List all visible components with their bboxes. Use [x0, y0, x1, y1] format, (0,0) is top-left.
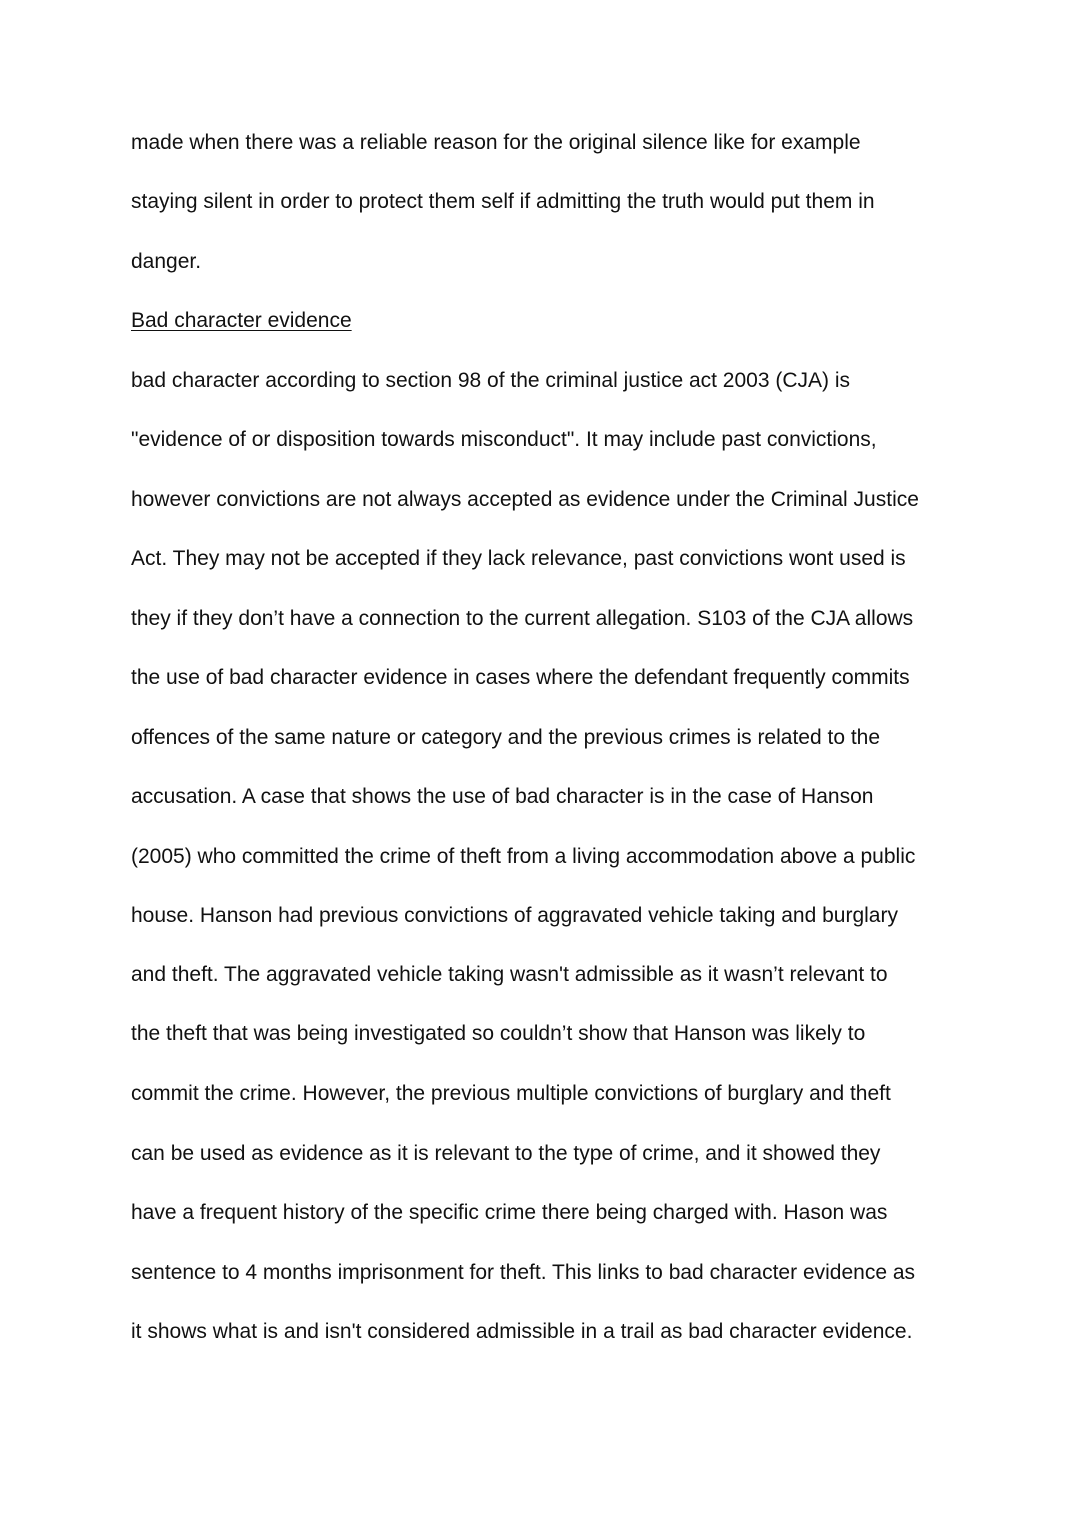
paragraph-line: accusation. A case that shows the use of bad character is in the case of Hanson — [131, 785, 874, 808]
paragraph-line: it shows what is and isn't considered admissible in a trail as bad character evidence. — [131, 1320, 913, 1343]
paragraph-line: sentence to 4 months imprisonment for theft. This links to bad character evidence as — [131, 1261, 916, 1284]
paragraph-line: house. Hanson had previous convictions of aggravated vehicle taking and burglary — [131, 904, 898, 927]
paragraph-line: staying silent in order to protect them self if admitting the truth would put them in — [131, 190, 875, 213]
paragraph-line: Act. They may not be accepted if they lack relevance, past convictions wont used is — [131, 547, 906, 570]
paragraph-line: danger. — [131, 250, 202, 273]
section-heading: Bad character evidence — [131, 309, 352, 332]
paragraph-line: bad character according to section 98 of the criminal justice act 2003 (CJA) is — [131, 369, 851, 392]
paragraph-line: they if they don’t have a connection to the current allegation. S103 of the CJA allows — [131, 607, 914, 630]
paragraph-line: (2005) who committed the crime of theft from a living accommodation above a public — [131, 845, 916, 868]
paragraph-line: can be used as evidence as it is relevant to the type of crime, and it showed they — [131, 1142, 881, 1165]
paragraph-line: made when there was a reliable reason for the original silence like for example — [131, 131, 861, 154]
paragraph-line: however convictions are not always accepted as evidence under the Criminal Justice — [131, 488, 919, 511]
paragraph-line: commit the crime. However, the previous multiple convictions of burglary and theft — [131, 1082, 891, 1105]
paragraph-line: have a frequent history of the specific crime there being charged with. Hason was — [131, 1201, 888, 1224]
paragraph-line: the theft that was being investigated so couldn’t show that Hanson was likely to — [131, 1022, 866, 1045]
paragraph-line: the use of bad character evidence in cases where the defendant frequently commits — [131, 666, 910, 689]
paragraph-line: and theft. The aggravated vehicle taking wasn't admissible as it wasn’t relevant to — [131, 963, 888, 986]
paragraph-line: offences of the same nature or category and the previous crimes is related to the — [131, 726, 881, 749]
paragraph-line: "evidence of or disposition towards misconduct". It may include past convictions, — [131, 428, 877, 451]
